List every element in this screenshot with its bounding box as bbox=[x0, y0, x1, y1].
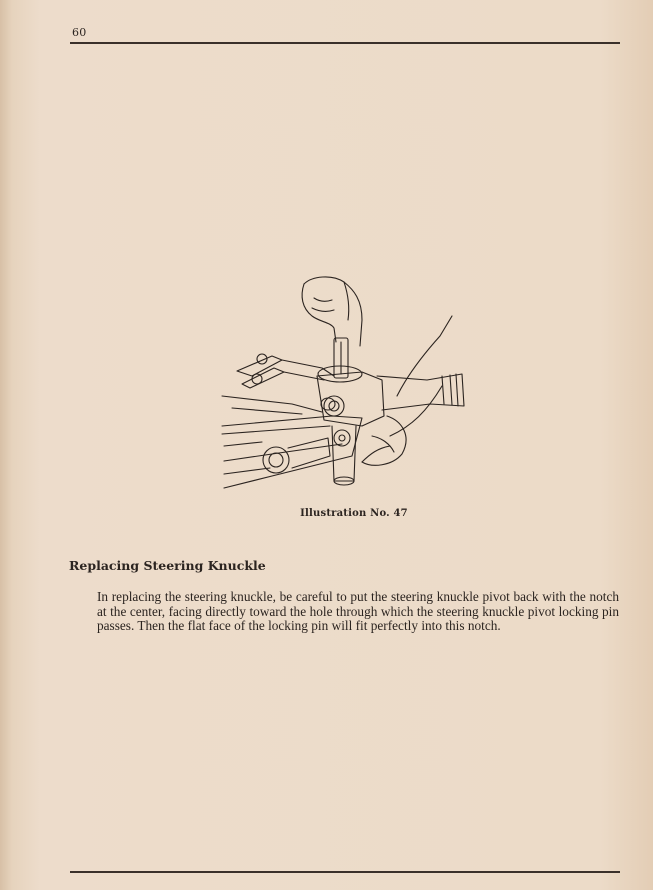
page-number: 60 bbox=[72, 26, 87, 39]
caption-text: Illustration No. 47 bbox=[300, 508, 408, 519]
steering-knuckle-illustration bbox=[212, 276, 474, 502]
section-title: Replacing Steering Knuckle bbox=[69, 558, 266, 573]
header-rule bbox=[70, 42, 620, 44]
illustration-caption bbox=[0, 508, 653, 519]
footer-rule bbox=[70, 871, 620, 873]
body-paragraph: In replacing the steering knuckle, be careful to put the steering knuckle pivot back with the notch at the center, facing directly toward the hole through which the steering knuckle pivot locking pin passes. Then the flat face of the locking pin will fit perfectly into this notch. bbox=[97, 589, 619, 634]
